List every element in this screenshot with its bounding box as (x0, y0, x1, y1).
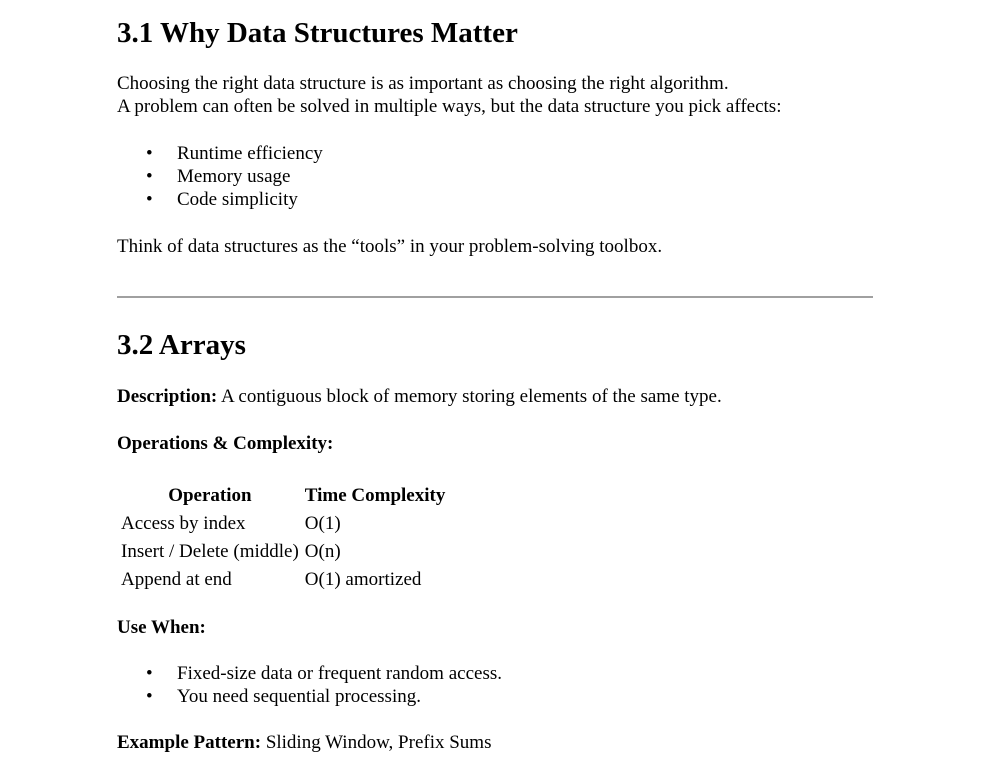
bullet-icon: • (146, 189, 153, 210)
bullet-icon: • (146, 686, 153, 707)
section-heading-3-1: 3.1 Why Data Structures Matter (117, 17, 518, 49)
section-divider (117, 296, 873, 298)
affects-list (117, 142, 323, 211)
table-cell: Append at end (121, 568, 232, 590)
list-item: • You need sequential processing. (146, 686, 421, 707)
bullet-icon: • (146, 663, 153, 684)
list-item: • Runtime efficiency (146, 143, 323, 164)
intro-line-2: A problem can often be solved in multiple ways, but the data structure you pick affects: (117, 96, 782, 117)
use-when-heading: Use When: (117, 617, 206, 638)
section-heading-3-2: 3.2 Arrays (117, 329, 246, 361)
bullet-icon: • (146, 166, 153, 187)
column-header-time-complexity: Time Complexity (304, 484, 446, 506)
operations-heading: Operations & Complexity: (117, 433, 334, 454)
closing-paragraph: Think of data structures as the “tools” in your problem-solving toolbox. (117, 236, 663, 257)
description-label: Description: (117, 386, 218, 407)
description-text: A contiguous block of memory storing elements of the same type. (217, 386, 722, 407)
table-cell: O(n) (304, 540, 341, 562)
table-row (118, 537, 448, 565)
complexity-table (118, 481, 448, 593)
description-paragraph (117, 385, 722, 408)
column-header-operation: Operation (168, 484, 252, 506)
example-pattern-label: Example Pattern: (117, 732, 262, 753)
table-header-row (118, 481, 448, 509)
table-cell: Insert / Delete (middle) (121, 540, 299, 562)
bullet-icon: • (146, 143, 153, 164)
example-pattern-paragraph (117, 731, 491, 754)
table-row (118, 565, 448, 593)
table-cell: O(1) amortized (304, 568, 422, 590)
intro-line-1: Choosing the right data structure is as important as choosing the right algorithm. (117, 73, 729, 94)
list-item: • Code simplicity (146, 189, 298, 210)
list-item: • Memory usage (146, 166, 291, 187)
table-row (118, 509, 448, 537)
table-cell: Access by index (121, 512, 246, 534)
list-item: • Fixed-size data or frequent random access. (146, 663, 502, 684)
use-when-list (117, 662, 502, 708)
table-cell: O(1) (304, 512, 341, 534)
example-pattern-text: Sliding Window, Prefix Sums (261, 732, 492, 753)
